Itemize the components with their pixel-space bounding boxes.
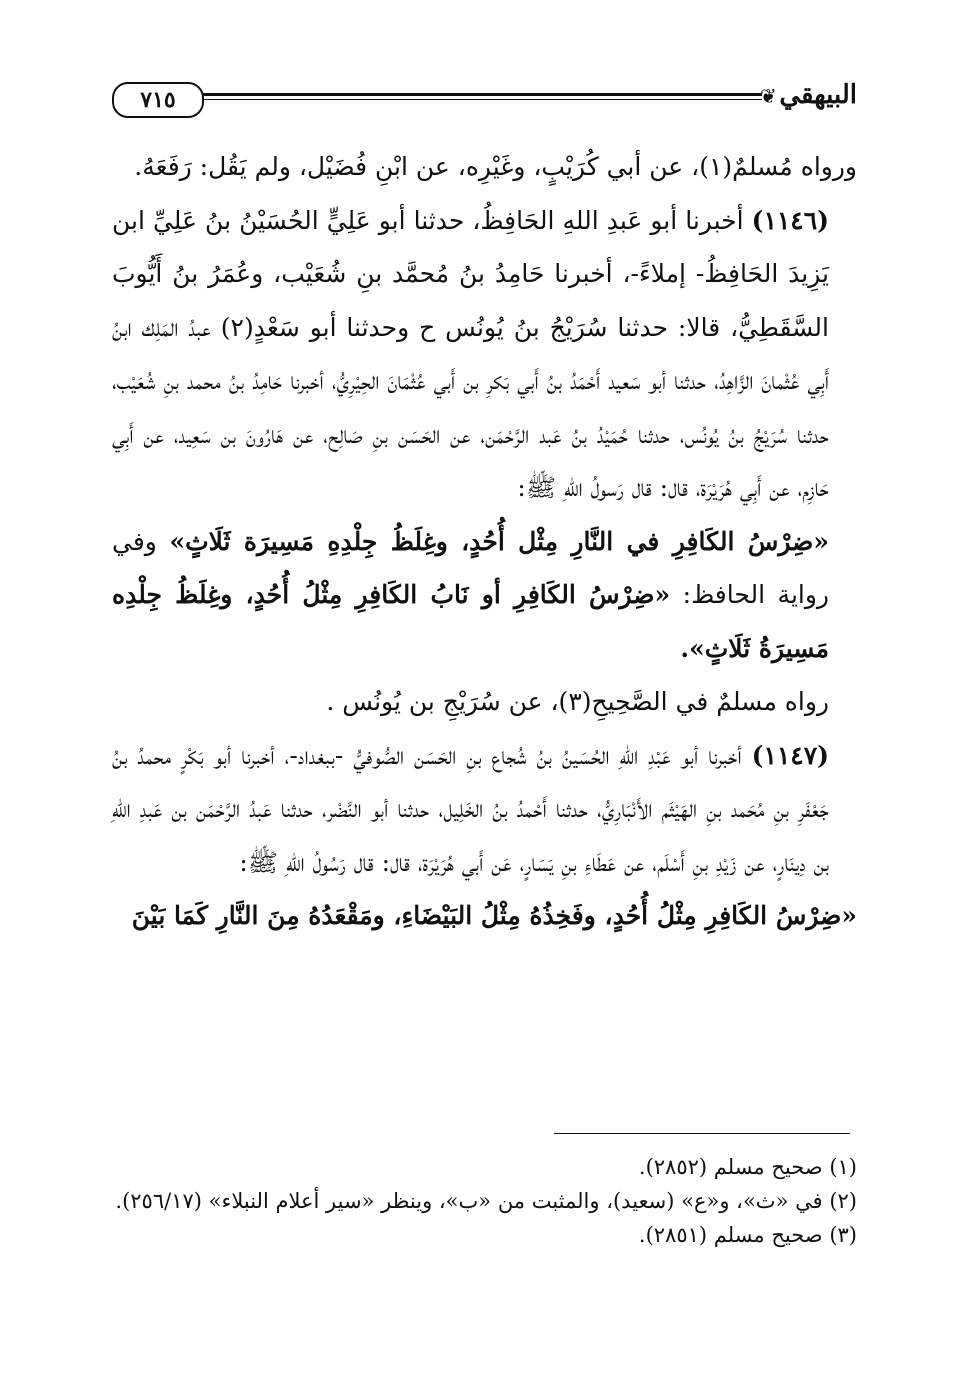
hadith-number: (١١٤٦): [751, 205, 829, 235]
footnote: (١) صحيح مسلم (٢٨٥٢).: [638, 1155, 857, 1179]
ornament-icon: ❦: [760, 84, 777, 108]
footnote-separator: [554, 1133, 850, 1134]
footnotes: [112, 1150, 857, 1252]
narration-note: وفي رواية الحافظ:: [112, 526, 829, 609]
page-number-box: [112, 82, 204, 118]
header-rule: [202, 93, 762, 96]
paragraph: [112, 140, 857, 194]
hadith-paragraph: [112, 729, 857, 890]
header-rule-thin: [202, 99, 762, 100]
paragraph-text: ورواه مُسلمٌ(١)، عن أبي كُرَيْبٍ، وغَيْرِه، عن ابْنِ فُضَيْل، ولم يَقُل: رَفَعَهُ.: [134, 152, 857, 181]
hadith-chain: أخبرنا أبو عَبْدِ اللهِ الحُسَينُ بنُ شُجاع بنِ الحَسَن الصُّوفيُّ -ببغداد-، أخبرنا أبو بَكْرٍ محمدُ بنُ جَعْفَرِ بنِ مُحَمد بنِ الهَيْثَم الأَنْبَارِيُّ، حدثنا أَحْمدُ بنُ الخَلِيل، حدثنا أبو النَّضْر، حدثنا عَبدُ الرَّحْمَن بن عَبدِ اللهِ بن دِينَارٍ، عن زَيْدِ بنِ أَسْلَم، عن عَطَاءِ بنِ يَسَارٍ، عَن أَبي هُرَيْرَة، قال: قال رَسُولُ اللهِ ﷺ:: [112, 740, 829, 877]
hadith-text-alt: «ضِرْسُ الكَافِرِ أو نَابُ الكَافِرِ مِثْلُ أُحُدٍ، وغِلَظُ جِلْدِه مَسِيرَةُ ثَلَاثٍ».: [112, 580, 829, 663]
paragraph: [112, 675, 857, 729]
hadith-text: «ضِرْسُ الكَافِرِ في النَّارِ مِثْل أُحُدٍ، وغِلَظُ جِلْدِهِ مَسِيرَة ثَلَاثٍ»: [169, 526, 830, 556]
footnote: (٣) صحيح مسلم (٢٨٥١).: [638, 1223, 857, 1247]
hadith-number: (١١٤٧): [751, 740, 829, 770]
book-title: البيهقي: [779, 80, 857, 110]
hadith-chain: أخبرنا أبو عَبدِ اللهِ الحَافِظُ، حدثنا أبو عَلِيٍّ الحُسَيْنُ بنُ عَلِيِّ ابن يَزِيدَ الحَافِظُ- إملاءً-، أخبرنا حَامِدُ بنُ مُحمَّد بنِ شُعَيْب، وعُمَرُ بنُ أَيُّوبَ السَّقَطِيُّ، قالا: حدثنا سُرَيْجُ بنُ يُونُس ح وحدثنا أبو سَعْدٍ(٢) عبدُ المَلِك ابنُ أَبِي عُثْمانَ الزَّاهِدُ، حدثنا أبو سَعيد أَحْمَدُ بنُ أَبي بَكرِ بن أَبي عُثْمَانَ الحِيْرِيُّ، أخبرنا حَامِدُ بنُ محمد بنِ شُعَيْب، حدثنا سُرَيْجُ بنُ يُونُس، حدثنا حُمَيْدُ بنُ عَبد الرَّحْمَن، عن الحَسَن بنِ صَالِح، عن هَارُونَ بن سَعِيد، عن أَبِي حَازِم، عن أَبِي هُرَيْرَة، قال: قال رَسولُ اللهِ ﷺ:: [112, 205, 829, 502]
page-number: ٧١٥: [140, 87, 176, 113]
hadith-paragraph: [112, 515, 857, 676]
hadith-paragraph: [112, 889, 857, 943]
paragraph-text: رواه مسلمٌ في الصَّحِيحِ(٣)، عن سُرَيْجِ بن يُونُس .: [326, 687, 829, 716]
hadith-paragraph: [112, 194, 857, 515]
main-text: [112, 140, 857, 943]
footnote: (٢) في «ث»، و«ع» (سعيد)، والمثبت من «ب»، وينظر «سير أعلام النبلاء» (٢٥٦/١٧).: [115, 1189, 857, 1213]
page-header: [112, 80, 857, 120]
hadith-text: «ضِرْسُ الكَافِرِ مِثْلُ أُحُدٍ، وفَخِذُهُ مِثْلُ البَيْضَاءِ، ومَقْعَدُهُ مِنَ النَّارِ كَمَا بَيْنَ: [131, 901, 857, 930]
